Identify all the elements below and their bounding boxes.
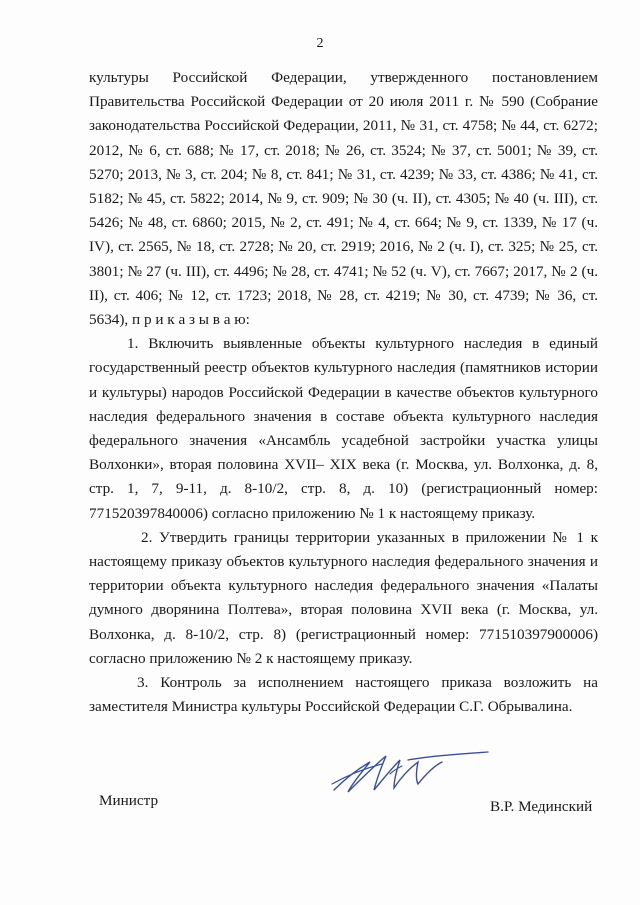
- document-body: [89, 66, 598, 719]
- handwritten-signature: [330, 740, 490, 800]
- order-item-3: 3. Контроль за исполнением настоящего приказа возложить на заместителя Министра культуры Российской Федерации С.Г. Обрывалина.: [89, 674, 598, 716]
- signer-title: Министр: [99, 792, 159, 809]
- order-item-2: 2. Утвердить границы территории указанных в приложении № 1 к настоящему приказу объектов культурного наследия федерального значения и территории объекта культурного наследия федерального значения «Палаты думного дворянина Полтева», вторая половина XVII века (г. Москва, ул. Волхонка, д. 8-10/2, стр. 8) (регистрационный номер: 771510397900006) согласно приложению № 2 к настоящему приказу.: [89, 528, 598, 667]
- signature-block: [0, 730, 640, 850]
- order-item-1: 1. Включить выявленные объекты культурного наследия в единый государственный реестр объектов культурного наследия (памятников истории и культуры) народов Российской Федерации в качестве объектов культурного наследия федерального значения в составе объекта культурного наследия федерального значения «Ансамбль усадебной застройки участка улицы Волхонки», вторая половина XVII– XIX века (г. Москва, ул. Волхонка, д. 8, стр. 1, 7, 9-11, д. 8-10/2, стр. 8, д. 10) (регистрационный номер: 771520397840006) согласно приложению № 1 к настоящему приказу.: [89, 335, 598, 522]
- intro-paragraph: культуры Российской Федерации, утвержденного постановлением Правительства Российской Федерации от 20 июля 2011 г. № 590 (Собрание законодательства Российской Федерации, 2011, № 31, ст. 4758; № 44, ст. 6272; 2012, № 6, ст. 688; № 17, ст. 2018; № 26, ст. 3524; № 37, ст. 5001; № 39, ст. 5270; 2013, № 3, ст. 204; № 8, ст. 841; № 31, ст. 4239; № 33, ст. 4386; № 41, ст. 5182; № 45, ст. 5822; 2014, № 9, ст. 909; № 30 (ч. II), ст. 4305; № 40 (ч. III), ст. 5426; № 48, ст. 6860; 2015, № 2, ст. 491; № 4, ст. 664; № 9, ст. 1339, № 17 (ч. IV), ст. 2565, № 18, ст. 2728; № 20, ст. 2919; 2016, № 2 (ч. I), ст. 325; № 25, ст. 3801; № 27 (ч. III), ст. 4496; № 28, ст. 4741; № 52 (ч. V), ст. 7667; 2017, № 2 (ч. II), ст. 406; № 12, ст. 1723; 2018, № 28, ст. 4219; № 30, ст. 4739; № 36, ст. 5634), п р и к а з ы в а ю:: [89, 69, 598, 329]
- page-number: 2: [316, 36, 324, 51]
- signer-name: В.Р. Мединский: [490, 798, 593, 815]
